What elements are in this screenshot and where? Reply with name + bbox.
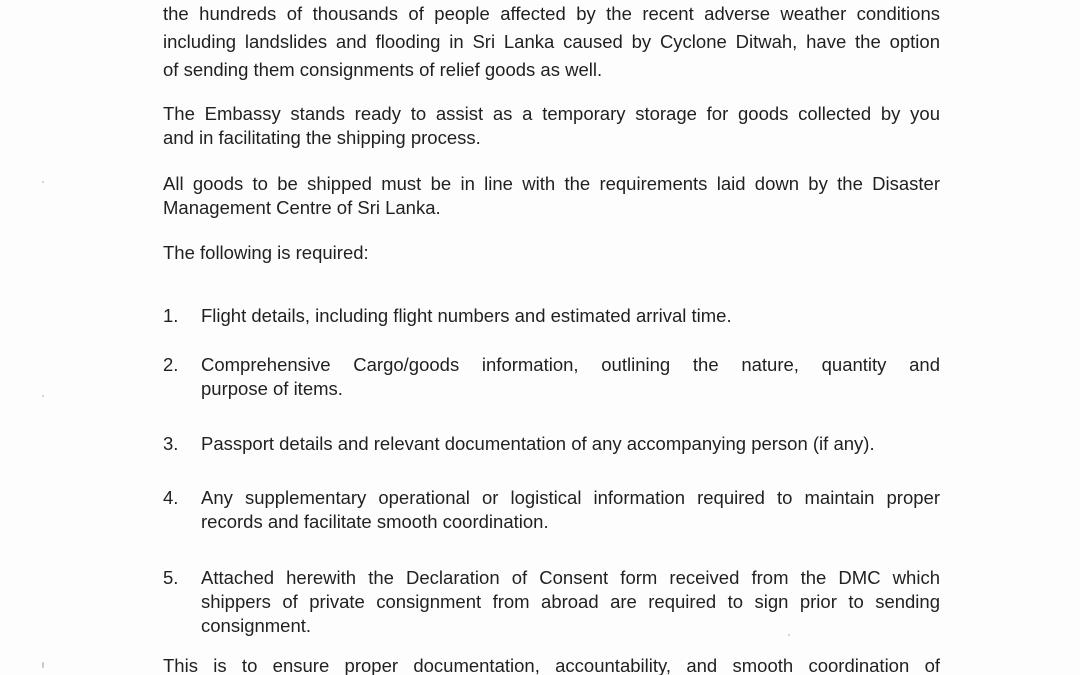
scan-speck	[42, 181, 44, 183]
list-item-line: purpose of items.	[201, 378, 343, 399]
storage-paragraph	[163, 102, 940, 150]
list-item-text	[201, 353, 940, 401]
list-item-line: shippers of private consignment from abroad are required to sign prior to sending	[201, 591, 940, 612]
list-intro-text: The following is required:	[163, 242, 369, 263]
paragraph-line: Management Centre of Sri Lanka.	[163, 197, 441, 218]
list-item-text	[201, 432, 940, 456]
paragraph-line: including landslides and flooding in Sri Lanka caused by Cyclone Ditwah, have the option	[163, 31, 940, 52]
list-item-number: 5.	[163, 567, 179, 588]
list-item-line: Flight details, including flight numbers and estimated arrival time.	[201, 305, 732, 326]
paragraph-line: the hundreds of thousands of people affected by the recent adverse weather conditions	[163, 3, 940, 24]
list-item-line: Any supplementary operational or logistical information required to maintain proper	[201, 487, 940, 508]
requirements-paragraph	[163, 172, 940, 220]
paragraph-line: of sending them consignments of relief goods as well.	[163, 59, 603, 80]
closing-paragraph	[163, 654, 940, 675]
list-item-line: records and facilitate smooth coordination.	[201, 511, 549, 532]
list-item-number: 1.	[163, 305, 179, 326]
list-intro	[163, 241, 940, 265]
paragraph-line: and in facilitating the shipping process.	[163, 127, 481, 148]
scan-speck	[42, 395, 44, 397]
list-item-number: 2.	[163, 354, 179, 375]
list-item-number: 4.	[163, 487, 179, 508]
list-item-line: Passport details and relevant documentation of any accompanying person (if any).	[201, 433, 875, 454]
list-item-line: Attached herewith the Declaration of Consent form received from the DMC which	[201, 567, 940, 588]
paragraph-line: This is to ensure proper documentation, accountability, and smooth coordination of	[163, 655, 940, 675]
scan-speck	[42, 662, 44, 668]
list-item-line: Comprehensive Cargo/goods information, outlining the nature, quantity and	[201, 354, 940, 375]
intro-paragraph	[163, 2, 940, 82]
list-item-line: consignment.	[201, 615, 312, 636]
list-item-number: 3.	[163, 433, 179, 454]
list-item-text	[201, 566, 940, 638]
list-item-text	[201, 304, 940, 328]
list-item-text	[201, 486, 940, 534]
paragraph-line: The Embassy stands ready to assist as a temporary storage for goods collected by you	[163, 103, 940, 124]
paragraph-line: All goods to be shipped must be in line with the requirements laid down by the Disaster	[163, 173, 940, 194]
